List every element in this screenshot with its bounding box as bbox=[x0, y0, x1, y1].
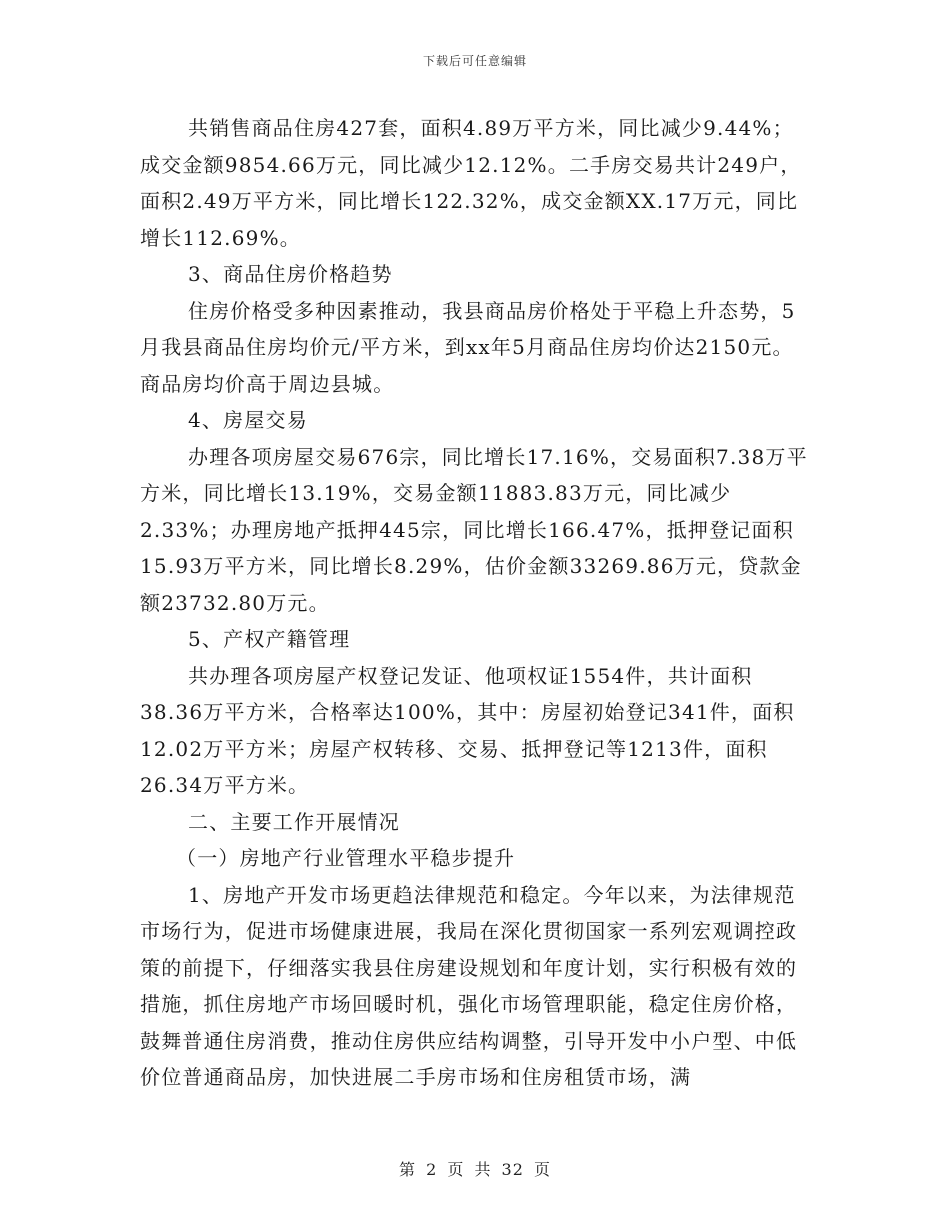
page-header-note: 下载后可任意编辑 bbox=[422, 54, 527, 68]
paragraph-market-regulation: 1、房地产开发市场更趋法律规范和稳定。今年以来，为法律规范市场行为，促进市场健康进展，我局在深化贯彻国家一系列宏观调控政策的前提下，仔细落实我县住房建设规划和年度计划，实行积极有效的措施，抓住房地产市场回暖时机，强化市场管理职能，稳定住房价格，鼓舞普通住房消费，推动住房供应结构调整，引导开发中小户型、中低价位普通商品房，加快进展二手房市场和住房租赁市场，满 bbox=[140, 882, 798, 1089]
document-body bbox=[140, 110, 810, 1096]
paragraph-property-registry: 共办理各项房屋产权登记发证、他项权证1554件，共计面积38.36万平方米，合格率达100%，其中：房屋初始登记341件，面积12.02万平方米；房屋产权转移、交易、抵押登记等1213件，面积26.34万平方米。 bbox=[140, 663, 795, 797]
subheading-industry-management: （一）房地产行业管理水平稳步提升 bbox=[176, 846, 516, 870]
heading-price-trend: 3、商品住房价格趋势 bbox=[188, 262, 393, 286]
heading-property-registry: 5、产权产籍管理 bbox=[188, 627, 351, 651]
paragraph-housing-transactions: 办理各项房屋交易676宗，同比增长17.16%，交易面积7.38万平方米，同比增长13.19%，交易金额11883.83万元，同比减少2.33%；办理房地产抵押445宗，同比增长166.47%，抵押登记面积15.93万平方米，同比增长8.29%，估价金额33269.86万元，贷款金额23732.80万元。 bbox=[140, 444, 808, 615]
paragraph-price-trend: 住房价格受多种因素推动，我县商品房价格处于平稳上升态势，5月我县商品住房均价元/平方米，到xx年5月商品住房均价达2150元。商品房均价高于周边县城。 bbox=[140, 298, 796, 396]
page-number: 第 2 页 共 32 页 bbox=[399, 1160, 551, 1179]
heading-housing-transactions: 4、房屋交易 bbox=[188, 408, 308, 432]
heading-main-work: 二、主要工作开展情况 bbox=[188, 809, 400, 834]
paragraph-sales-summary: 共销售商品住房427套，面积4.89万平方米，同比减少9.44%；成交金额9854.66万元，同比减少12.12%。二手房交易共计249户，面积2.49万平方米，同比增长122.32%，成交金额XX.17万元，同比增长112.69%。 bbox=[140, 116, 802, 250]
